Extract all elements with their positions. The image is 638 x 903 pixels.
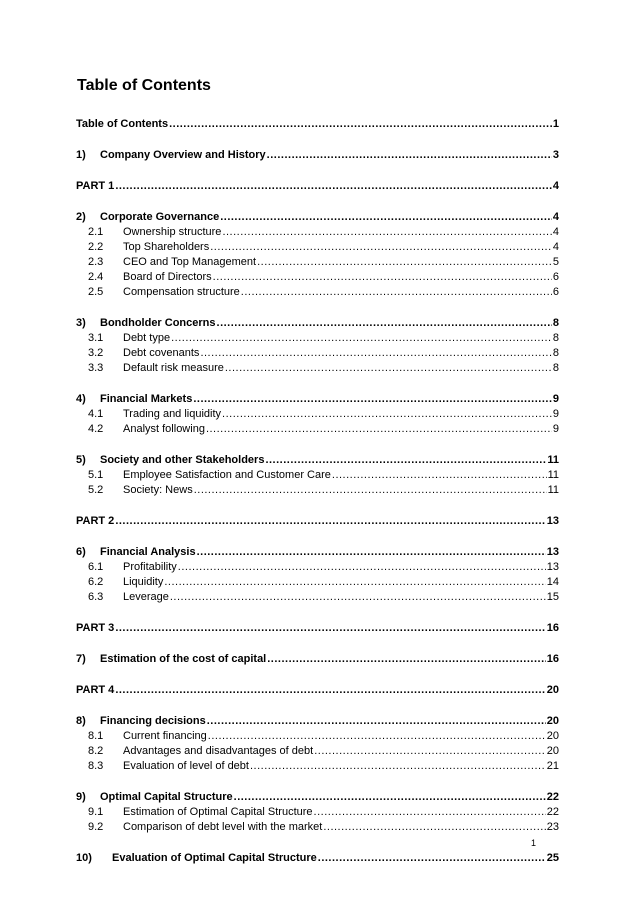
toc-dot-leader: [332, 468, 547, 483]
toc-entry-page: 5: [552, 256, 559, 268]
toc-entry[interactable]: [76, 210, 559, 225]
toc-entry[interactable]: [76, 790, 559, 805]
toc-entry-number: 9): [76, 791, 86, 803]
toc-entry-label: Analyst following: [123, 423, 205, 435]
toc-dot-leader: [220, 210, 552, 225]
toc-entry[interactable]: [76, 621, 559, 636]
toc-dot-leader: [115, 179, 552, 194]
toc-entry-number: 3.2: [88, 347, 104, 359]
toc-entry-label: Evaluation of Optimal Capital Structure: [112, 852, 317, 864]
toc-entry-label: Financing decisions: [100, 715, 206, 727]
toc-entry-number: 5.1: [88, 469, 104, 481]
toc-entry-number: 9.2: [88, 821, 104, 833]
toc-entry-page: 20: [546, 684, 559, 696]
toc-dot-leader: [250, 759, 546, 774]
toc-entry-number: 9.1: [88, 806, 104, 818]
toc-entry-label: Profitability: [123, 561, 177, 573]
toc-entry-label: Advantages and disadvantages of debt: [123, 745, 314, 757]
toc-dot-leader: [115, 683, 545, 698]
toc-entry-number: 3.1: [88, 332, 104, 344]
toc-entry-number: 3.3: [88, 362, 104, 374]
toc-entry-number: 4.1: [88, 408, 104, 420]
toc-subentry[interactable]: [76, 422, 559, 437]
toc-dot-leader: [197, 545, 546, 560]
toc-entry-number: 5.2: [88, 484, 104, 496]
toc-entry-number: 2.2: [88, 241, 104, 253]
toc-entry-page: 4: [552, 226, 559, 238]
toc-dot-leader: [314, 805, 546, 820]
toc-subentry[interactable]: [76, 590, 559, 605]
toc-entry-page: 20: [546, 730, 559, 742]
toc-entry-page: 13: [546, 561, 559, 573]
toc-dot-leader: [194, 483, 547, 498]
toc-entry-number: 7): [76, 653, 86, 665]
toc-entry-page: 11: [547, 469, 559, 481]
toc-entry-label: Top Shareholders: [123, 241, 210, 253]
toc-dot-leader: [170, 590, 546, 605]
toc-dot-leader: [207, 714, 546, 729]
toc-entry-number: 1): [76, 149, 86, 161]
toc-dot-leader: [115, 514, 545, 529]
toc-entry-label: Current financing: [123, 730, 207, 742]
toc-entry-page: 8: [552, 347, 559, 359]
toc-entry-number: 2.1: [88, 226, 104, 238]
toc-entry-label: Estimation of the cost of capital: [100, 653, 267, 665]
toc-dot-leader: [217, 316, 552, 331]
toc-entry[interactable]: [76, 148, 559, 163]
toc-subentry[interactable]: [76, 225, 559, 240]
toc-entry-page: 6: [552, 286, 559, 298]
toc-entry-label: Liquidity: [123, 576, 164, 588]
toc-entry-page: 8: [552, 317, 559, 329]
toc-entry-label: Optimal Capital Structure: [100, 791, 233, 803]
toc-entry-page: 11: [547, 484, 559, 496]
toc-dot-leader: [206, 422, 552, 437]
toc-dot-leader: [267, 652, 546, 667]
toc-entry-page: 6: [552, 271, 559, 283]
toc-entry-page: 9: [552, 423, 559, 435]
toc-dot-leader: [225, 361, 552, 376]
toc-entry[interactable]: [76, 714, 559, 729]
toc-entry-page: 21: [546, 760, 559, 772]
toc-entry-number: 6.3: [88, 591, 104, 603]
toc-subentry[interactable]: [76, 468, 559, 483]
toc-entry[interactable]: [76, 179, 559, 194]
toc-entry[interactable]: [76, 545, 559, 560]
toc-entry-number: 8.1: [88, 730, 104, 742]
toc-entry-label: Financial Markets: [100, 393, 193, 405]
toc-entry-page: 23: [546, 821, 559, 833]
toc-subentry[interactable]: [76, 346, 559, 361]
toc-subentry[interactable]: [76, 407, 559, 422]
toc-entry-page: 4: [552, 241, 559, 253]
toc-entry-label: Leverage: [123, 591, 169, 603]
toc-entry-label: Board of Directors: [123, 271, 212, 283]
toc-entry-number: 2): [76, 211, 86, 223]
toc-dot-leader: [213, 270, 552, 285]
toc-entry-page: 20: [546, 745, 559, 757]
toc-entry-page: 14: [546, 576, 559, 588]
toc-dot-leader: [314, 744, 546, 759]
toc-entry-label: PART 1: [76, 180, 115, 192]
toc-entry-page: 25: [546, 852, 559, 864]
toc-entry-number: 6.2: [88, 576, 104, 588]
toc-entry-label: Company Overview and History: [100, 149, 266, 161]
toc-dot-leader: [115, 621, 545, 636]
toc-entry-page: 13: [546, 546, 559, 558]
toc-entry-page: 8: [552, 332, 559, 344]
toc-entry-label: PART 3: [76, 622, 115, 634]
toc-entry-label: Trading and liquidity: [123, 408, 222, 420]
toc-subentry[interactable]: [76, 285, 559, 300]
toc-entry-page: 1: [552, 118, 559, 130]
toc-entry[interactable]: [76, 117, 559, 132]
toc-entry-number: 10): [76, 852, 92, 864]
toc-entry-page: 13: [546, 515, 559, 527]
toc-entry-label: Ownership structure: [123, 226, 222, 238]
toc-entry[interactable]: [76, 392, 559, 407]
toc-entry-label: Debt covenants: [123, 347, 200, 359]
toc-entry-number: 6.1: [88, 561, 104, 573]
toc-entry-label: Comparison of debt level with the market: [123, 821, 323, 833]
toc-dot-leader: [265, 453, 546, 468]
toc-dot-leader: [257, 255, 552, 270]
toc-entry-label: Corporate Governance: [100, 211, 220, 223]
toc-entry-label: Bondholder Concerns: [100, 317, 216, 329]
toc-dot-leader: [210, 240, 552, 255]
toc-entry[interactable]: [76, 683, 559, 698]
toc-entry-page: 22: [546, 791, 559, 803]
toc-entry-page: 15: [546, 591, 559, 603]
toc-dot-leader: [222, 407, 552, 422]
toc-entry-label: Employee Satisfaction and Customer Care: [123, 469, 331, 481]
toc-entry-label: Table of Contents: [76, 118, 169, 130]
toc-entry-page: 4: [552, 180, 559, 192]
toc-entry-page: 16: [546, 622, 559, 634]
page-title: Table of Contents: [77, 77, 211, 94]
toc-dot-leader: [169, 117, 552, 132]
toc-dot-leader: [234, 790, 546, 805]
toc-entry-label: Financial Analysis: [100, 546, 196, 558]
toc-entry-page: 4: [552, 211, 559, 223]
toc-entry[interactable]: [76, 514, 559, 529]
toc-entry-number: 4.2: [88, 423, 104, 435]
toc-entry-page: 9: [552, 393, 559, 405]
toc-dot-leader: [193, 392, 552, 407]
toc-entry-page: 3: [552, 149, 559, 161]
toc-entry-label: Default risk measure: [123, 362, 224, 374]
toc-subentry[interactable]: [76, 820, 559, 835]
toc-entry-number: 2.4: [88, 271, 104, 283]
toc-subentry[interactable]: [76, 744, 559, 759]
toc-entry-page: 9: [552, 408, 559, 420]
toc-entry-page: 22: [546, 806, 559, 818]
toc-entry-label: Compensation structure: [123, 286, 240, 298]
toc-subentry[interactable]: [76, 729, 559, 744]
toc-subentry[interactable]: [76, 483, 559, 498]
toc-entry-label: Society: News: [123, 484, 193, 496]
toc-subentry[interactable]: [76, 270, 559, 285]
toc-entry-number: 2.5: [88, 286, 104, 298]
toc-subentry[interactable]: [76, 361, 559, 376]
toc-entry-label: PART 2: [76, 515, 115, 527]
toc-entry-number: 8.2: [88, 745, 104, 757]
toc-entry-number: 8.3: [88, 760, 104, 772]
toc-subentry[interactable]: [76, 331, 559, 346]
toc-dot-leader: [241, 285, 552, 300]
toc-entry-label: PART 4: [76, 684, 115, 696]
toc-entry-label: Society and other Stakeholders: [100, 454, 265, 466]
toc-entry[interactable]: [76, 652, 559, 667]
toc-entry-number: 6): [76, 546, 86, 558]
toc-subentry[interactable]: [76, 255, 559, 270]
toc-dot-leader: [267, 148, 552, 163]
toc-entry-page: 8: [552, 362, 559, 374]
toc-entry-page: 20: [546, 715, 559, 727]
toc-entry-number: 2.3: [88, 256, 104, 268]
toc-dot-leader: [318, 851, 546, 866]
toc-dot-leader: [178, 560, 546, 575]
footer-page-number: 1: [531, 838, 537, 848]
toc-subentry[interactable]: [76, 805, 559, 820]
toc-entry[interactable]: [76, 851, 559, 866]
toc-entry-number: 3): [76, 317, 86, 329]
toc-entry-number: 4): [76, 393, 86, 405]
toc-dot-leader: [222, 225, 551, 240]
toc-subentry[interactable]: [76, 560, 559, 575]
toc-entry-number: 5): [76, 454, 86, 466]
toc-subentry[interactable]: [76, 240, 559, 255]
toc-dot-leader: [200, 346, 551, 361]
toc-subentry[interactable]: [76, 759, 559, 774]
toc-dot-leader: [164, 575, 545, 590]
toc-entry[interactable]: [76, 316, 559, 331]
toc-entry-page: 11: [547, 454, 559, 466]
toc-entry-label: Evaluation of level of debt: [123, 760, 249, 772]
toc-entry-label: Estimation of Optimal Capital Structure: [123, 806, 313, 818]
toc-dot-leader: [208, 729, 546, 744]
toc-entry-page: 16: [546, 653, 559, 665]
toc-entry-number: 8): [76, 715, 86, 727]
table-of-contents: [76, 117, 559, 866]
toc-dot-leader: [323, 820, 545, 835]
toc-entry[interactable]: [76, 453, 559, 468]
toc-entry-label: Debt type: [123, 332, 171, 344]
toc-dot-leader: [171, 331, 552, 346]
toc-subentry[interactable]: [76, 575, 559, 590]
toc-entry-label: CEO and Top Management: [123, 256, 257, 268]
